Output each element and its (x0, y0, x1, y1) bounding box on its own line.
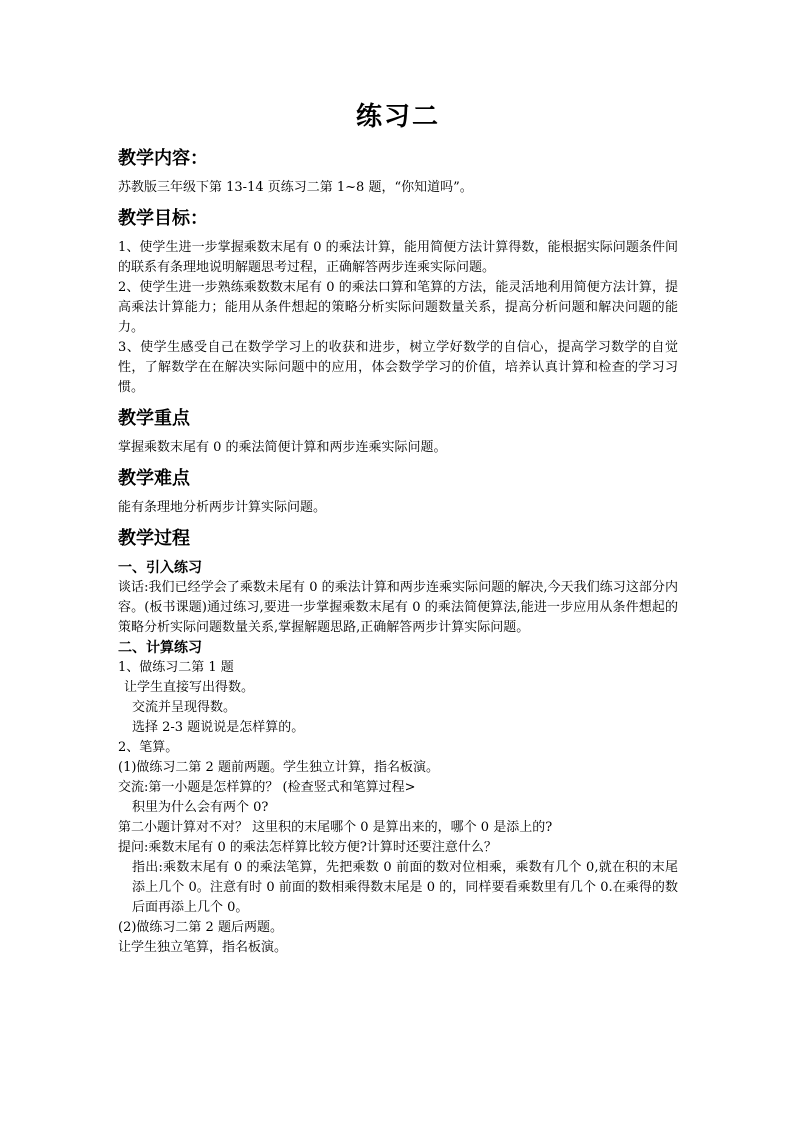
process-line: 交流并呈现得数。 (132, 700, 237, 715)
section-teaching-goals (118, 206, 678, 398)
process-line: 指出:乘数末尾有 0 的乘法笔算，先把乘数 0 前面的数对位相乘，乘数有几个 0,就在积的末尾添上几个 0。注意有时 0 前面的数相乘得数末尾是 0 的，同样要看乘数里有几个 0.在乘得的数后面再添上几个 0。 (132, 860, 678, 915)
process-line: 让学生直接写出得数。 (124, 680, 255, 695)
process-line: 交流:第一小题是怎样算的？ (检查竖式和笔算过程> (118, 780, 416, 795)
section-heading: 教学目标： (118, 208, 208, 229)
section-heading: 教学内容： (118, 148, 208, 169)
goal-item: 2、使学生进一步熟练乘数数末尾有 0 的乘法口算和笔算的方法，能灵活地利用简便方法计算，提高乘法计算能力；能用从条件想起的策略分析实际问题数量关系，提高分析问题和解决问题的能力。 (118, 280, 678, 335)
process-line: 1、做练习二第 1 题 (118, 660, 234, 675)
sub-heading: 一、引入练习 (118, 560, 202, 576)
document-title: 练习二 (355, 102, 440, 132)
section-difficulties (118, 466, 678, 518)
paragraph: 苏教版三年级下第 13-14 页练习二第 1~8 题，“你知道吗”。 (118, 180, 473, 195)
paragraph: 谈话:我们已经学会了乘数未尾有 0 的乘法计算和两步连乘实际问题的解决,今天我们练习这部分内容。(板书课题)通过练习,要进一步掌握乘数末尾有 0 的乘法简便算法,能进一步应用从条件想起的策略分析实际问题数量关系,掌握解题思路,正确解答两步计算实际问题。 (118, 580, 678, 635)
goal-item: 1、使学生进一步掌握乘数末尾有 0 的乘法计算，能用简便方法计算得数，能根据实际问题条件间的联系有条理地说明解题思考过程，正确解答两步连乘实际问题。 (118, 240, 678, 275)
paragraph: 能有条理地分析两步计算实际问题。 (118, 500, 327, 515)
section-heading: 教学过程 (118, 528, 190, 549)
paragraph: 掌握乘数末尾有 0 的乘法简便计算和两步连乘实际问题。 (118, 440, 447, 455)
process-line: 选择 2-3 题说说是怎样算的。 (132, 720, 305, 735)
process-lines (118, 658, 678, 958)
section-key-points (118, 406, 678, 458)
process-line: 积里为什么会有两个 0? (132, 800, 269, 815)
process-line: (1)做练习二第 2 题前两题。学生独立计算，指名板演。 (118, 760, 439, 775)
section-teaching-process (118, 526, 678, 958)
process-line: 2、笔算。 (118, 740, 179, 755)
process-line: 让学生独立笔算，指名板演。 (118, 940, 288, 955)
process-line: 提问:乘数末尾有 0 的乘法怎样算比较方便?计算时还要注意什么？ (118, 840, 497, 855)
section-heading: 教学难点 (118, 468, 190, 489)
section-teaching-content (118, 146, 678, 198)
process-line: (2)做练习二第 2 题后两题。 (118, 920, 283, 935)
sub-heading: 二、计算练习 (118, 640, 202, 656)
process-line: 第二小题计算对不对？ 这里积的末尾哪个 0 是算出来的，哪个 0 是添上的? (118, 820, 553, 835)
goal-item: 3、使学生感受自己在数学学习上的收获和进步，树立学好数学的自信心，提高学习数学的自觉性，了解数学在在解决实际问题中的应用，体会数学学习的价值，培养认真计算和检查的学习习惯。 (118, 340, 678, 395)
document-content (118, 100, 678, 966)
section-heading: 教学重点 (118, 408, 190, 429)
